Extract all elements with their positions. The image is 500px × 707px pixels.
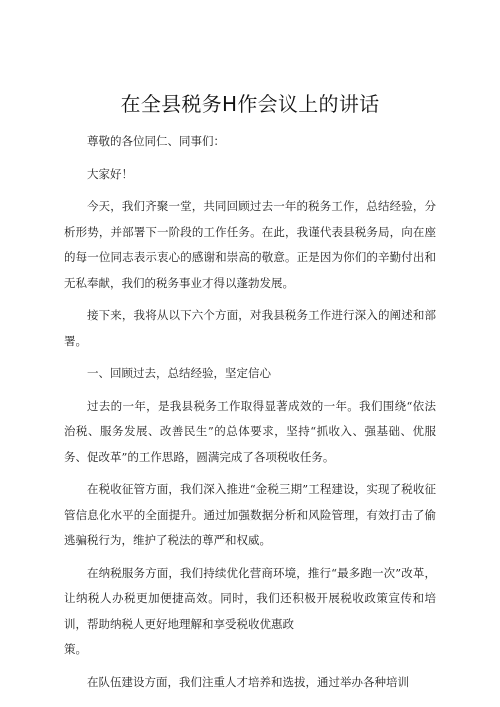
body-paragraph: 在队伍建设方面，我们注重人才培养和选拔，通过举办各种培训: [87, 674, 409, 689]
document-title: 在全县税务H作会议上的讲话: [120, 92, 380, 116]
greeting-hello: 大家好！: [87, 166, 133, 181]
body-paragraph: 在纳税服务方面，我们持续优化营商环境，推行“最多跑一次”改革，让纳税人办税更加便捷高效。同时，我们还积极开展税收政策宣传和培训，帮助纳税人更好地理解和享受税收优惠政: [64, 565, 436, 631]
body-paragraph: 接下来，我将从以下六个方面，对我县税务工作进行深入的阐述和部署。: [64, 308, 436, 348]
body-paragraph: 在税收征管方面，我们深入推进“金税三期”工程建设，实现了税收征管信息化水平的全面提升。通过加强数据分析和风险管理，有效打击了偷逃骗税行为，维护了税法的尊严和权威。: [64, 482, 436, 547]
body-paragraph: 过去的一年，是我县税务工作取得显著成效的一年。我们围绕“依法治税、服务发展、改善民生”的总体要求，坚持“抓收入、强基础、优服务、促改革”的工作思路，圆满完成了各项税收任务。: [64, 398, 436, 464]
section-heading: 一、回顾过去，总结经验，坚定信心: [87, 366, 271, 380]
greeting-line: 尊敬的各位同仁、同事们：: [87, 134, 225, 148]
body-paragraph-continuation: 策。: [64, 642, 87, 656]
body-paragraph: 今天，我们齐聚一堂，共同回顾过去一年的税务工作，总结经验，分析形势，并部署下一阶段的工作任务。在此，我谨代表县税务局，向在座的每一位同志表示衷心的感谢和崇高的敬意。正是因为你们的辛勤付出和无私奉献，我们的税务事业才得以蓬勃发展。: [64, 199, 436, 290]
